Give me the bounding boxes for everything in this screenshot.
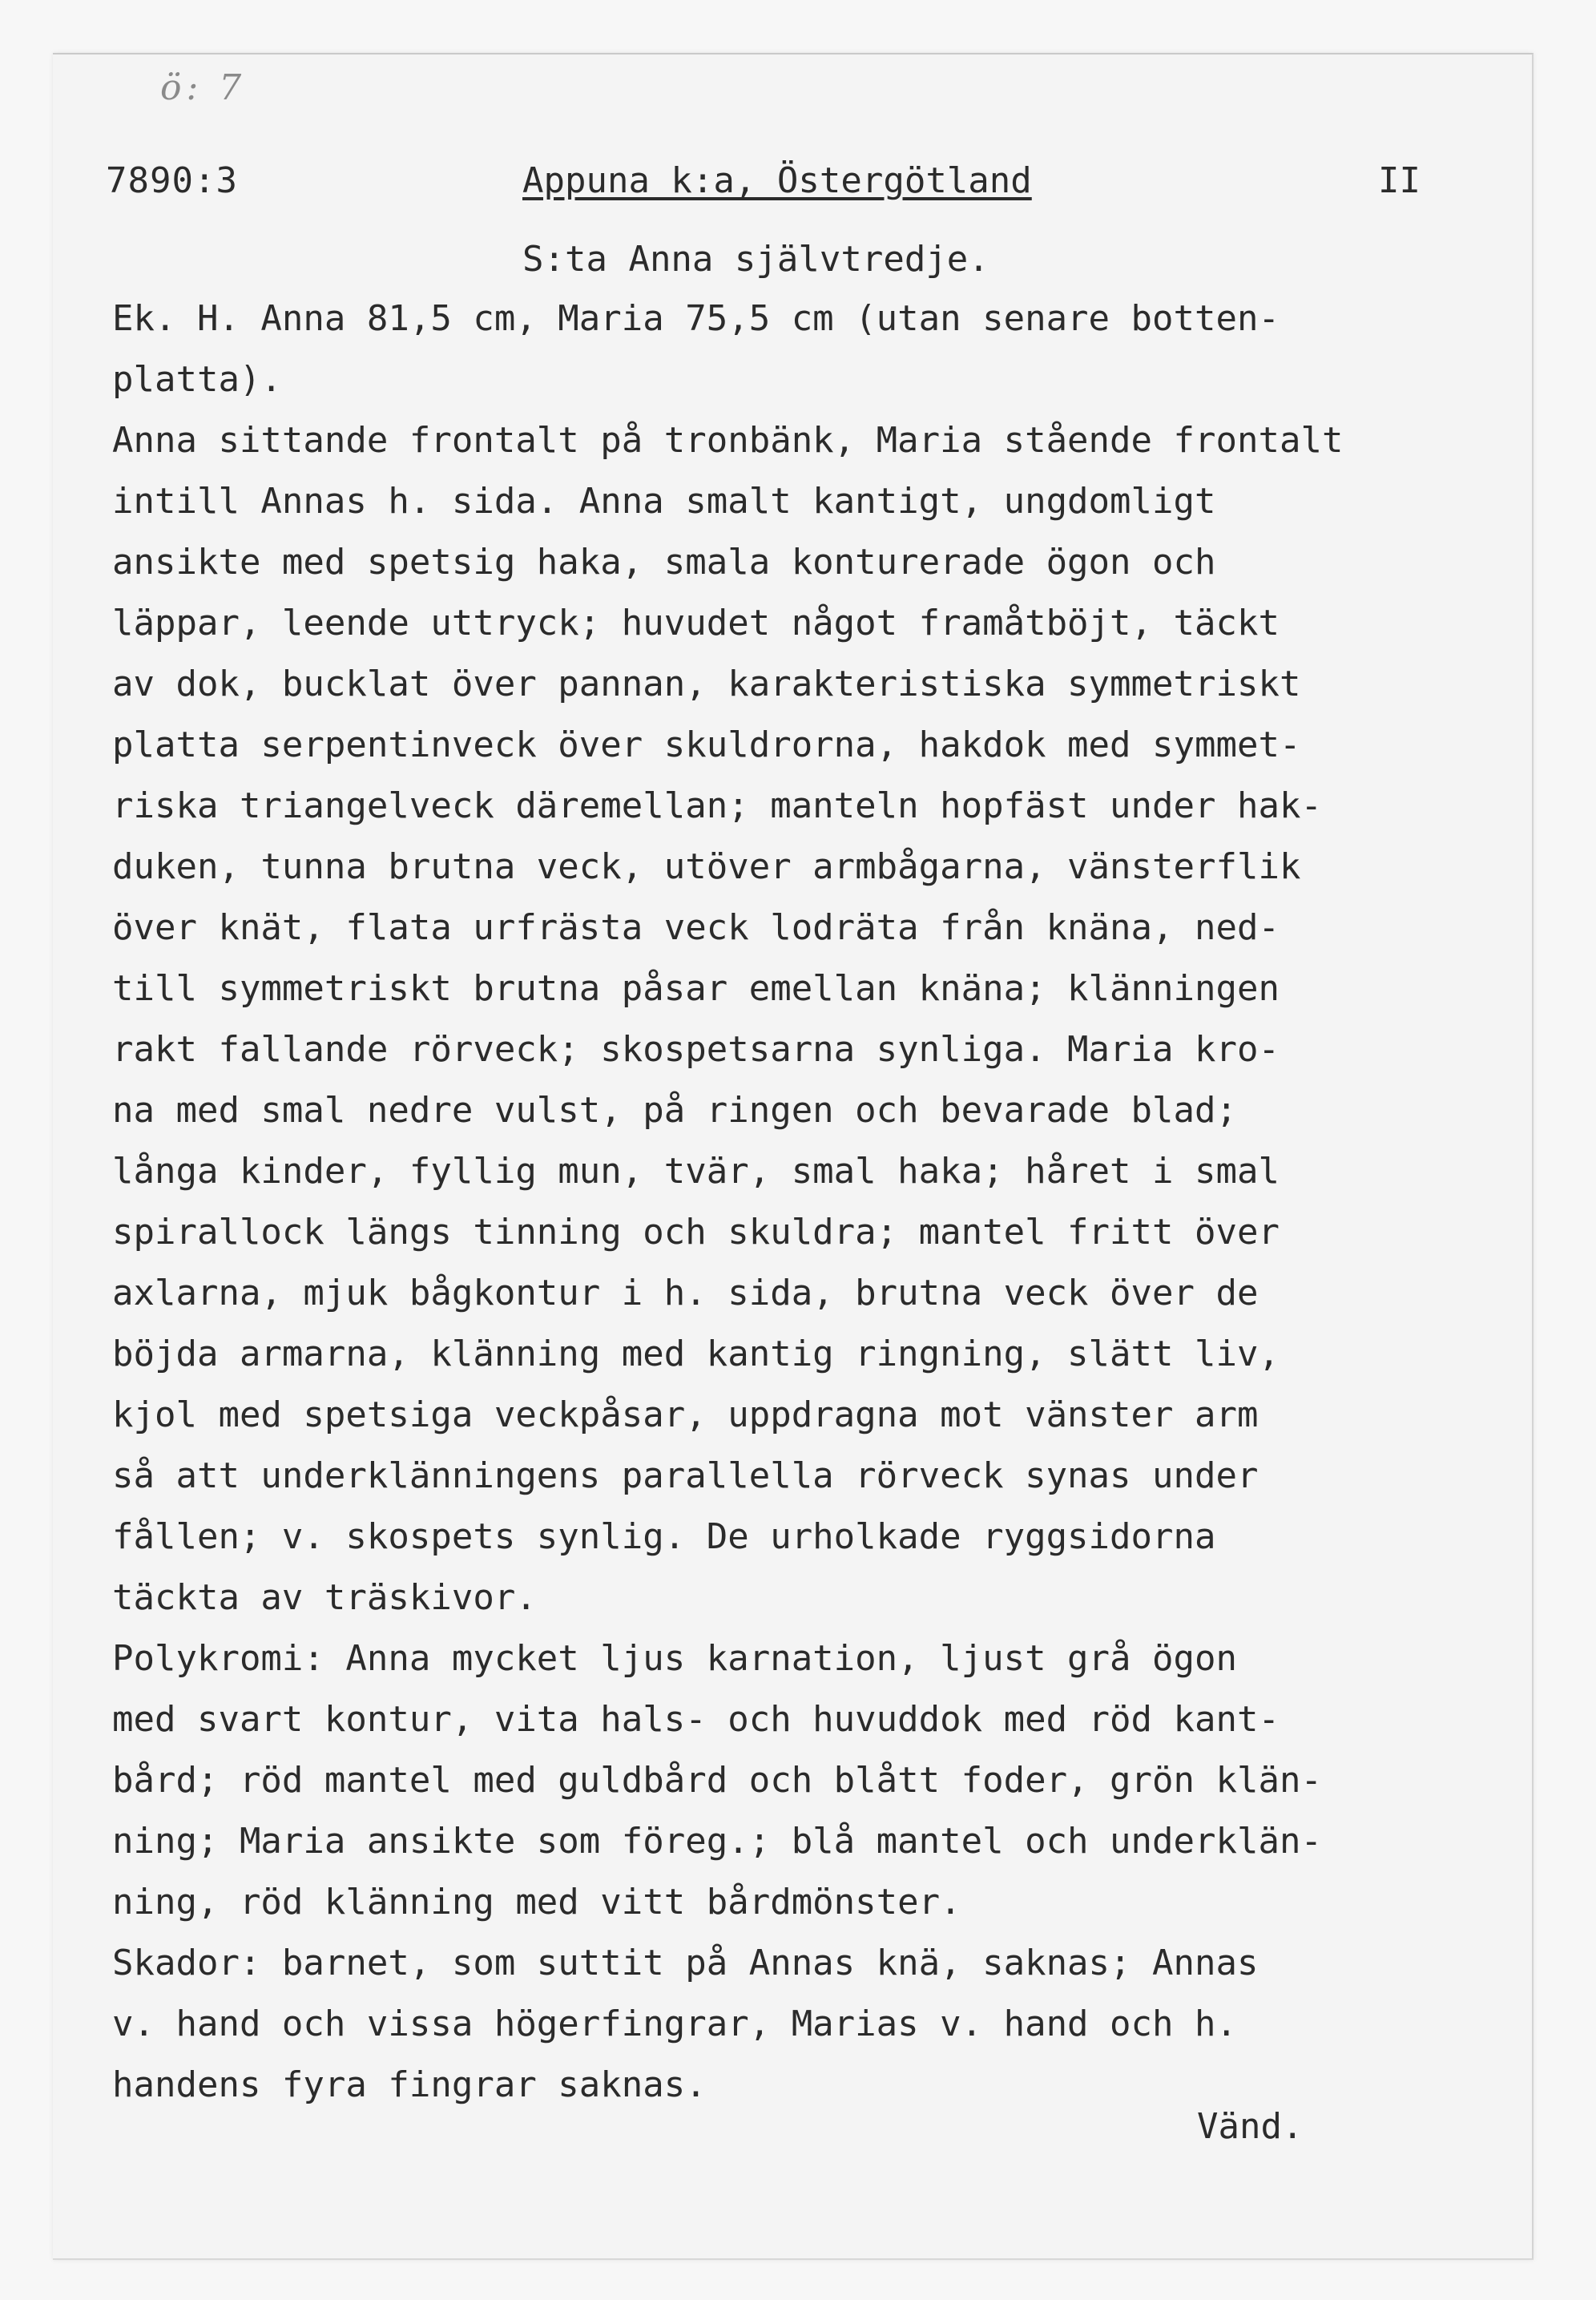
catalog-number: 7890:3	[106, 160, 238, 201]
text-line: till symmetriskt brutna påsar emellan knäna; klänningen	[112, 968, 1280, 1009]
text-line: duken, tunna brutna veck, utöver armbågarna, vänsterflik	[112, 846, 1301, 887]
text-line: platta serpentinveck över skuldrorna, hakdok med symmet-	[112, 724, 1301, 765]
text-line: platta).	[112, 359, 282, 400]
text-line: bård; röd mantel med guldbård och blått foder, grön klän-	[112, 1760, 1322, 1801]
text-line: Polykromi: Anna mycket ljus karnation, ljust grå ögon	[112, 1638, 1237, 1679]
text-line: ning, röd klänning med vitt bårdmönster.	[112, 1882, 961, 1923]
text-line: Ek. H. Anna 81,5 cm, Maria 75,5 cm (utan senare botten-	[112, 298, 1280, 339]
text-line: av dok, bucklat över pannan, karakteristiska symmetriskt	[112, 664, 1301, 704]
text-line: Anna sittande frontalt på tronbänk, Maria stående frontalt	[112, 420, 1344, 461]
card-header	[0, 160, 1596, 208]
text-line: läppar, leende uttryck; huvudet något framåtböjt, täckt	[112, 603, 1280, 644]
text-line: ning; Maria ansikte som föreg.; blå mantel och underklän-	[112, 1821, 1322, 1862]
text-line: Skador: barnet, som suttit på Annas knä, saknas; Annas	[112, 1943, 1259, 1983]
text-line: v. hand och vissa högerfingrar, Marias v. hand och h.	[112, 2003, 1237, 2044]
text-line: na med smal nedre vulst, på ringen och bevarade blad;	[112, 1090, 1237, 1131]
text-line: handens fyra fingrar saknas.	[112, 2064, 707, 2105]
turn-over-note: Vänd.	[1197, 2106, 1304, 2147]
description-body	[112, 289, 1530, 2116]
text-line: rakt fallande rörveck; skospetsarna synliga. Maria kro-	[112, 1029, 1280, 1070]
text-line: med svart kontur, vita hals- och huvuddok med röd kant-	[112, 1699, 1280, 1740]
text-line: riska triangelveck däremellan; manteln hopfäst under hak-	[112, 785, 1322, 826]
text-line: axlarna, mjuk bågkontur i h. sida, brutna veck över de	[112, 1273, 1259, 1313]
object-title: S:ta Anna självtredje.	[522, 239, 989, 280]
text-line: långa kinder, fyllig mun, tvär, smal haka; håret i smal	[112, 1151, 1280, 1192]
text-line: över knät, flata urfrästa veck lodräta från knäna, ned-	[112, 907, 1280, 948]
handwritten-mark: ö: 7	[160, 67, 247, 108]
text-line: täckta av träskivor.	[112, 1577, 537, 1618]
text-line: fållen; v. skospets synlig. De urholkade ryggsidorna	[112, 1516, 1216, 1557]
text-line: så att underklänningens parallella rörveck synas under	[112, 1455, 1259, 1496]
location-heading: Appuna k:a, Östergötland	[522, 160, 1032, 201]
text-line: ansikte med spetsig haka, smala konturerade ögon och	[112, 542, 1216, 583]
text-line: intill Annas h. sida. Anna smalt kantigt, ungdomligt	[112, 481, 1216, 522]
volume-number: II	[1378, 160, 1421, 201]
text-line: kjol med spetsiga veckpåsar, uppdragna mot vänster arm	[112, 1394, 1259, 1435]
text-line: böjda armarna, klänning med kantig ringning, slätt liv,	[112, 1334, 1280, 1374]
text-line: spirallock längs tinning och skuldra; mantel fritt över	[112, 1212, 1280, 1253]
